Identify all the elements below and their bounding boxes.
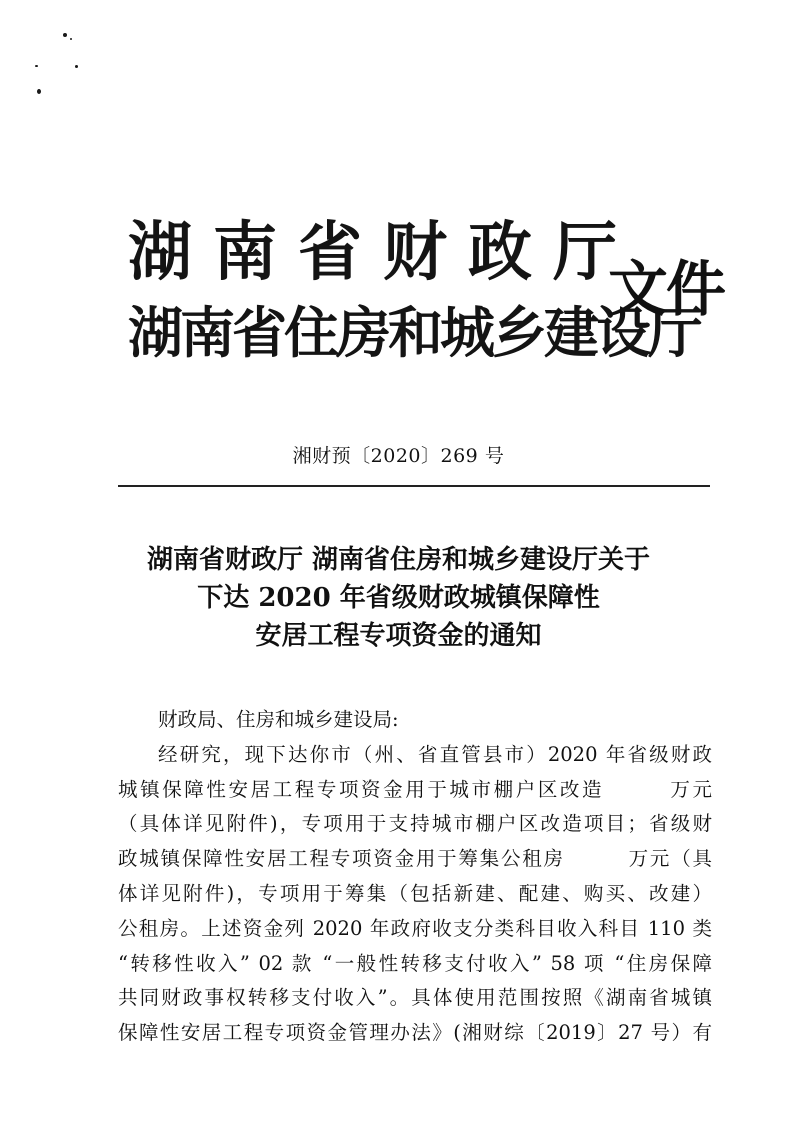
title-line-2: 下达 2020 年省级财政城镇保障性: [197, 583, 600, 613]
document-number: 湘财预〔2020〕269 号: [292, 445, 505, 467]
body-line: 保障性安居工程专项资金管理办法》(湘财综〔2019〕27 号）有: [118, 1021, 712, 1045]
document-body: [118, 703, 712, 1051]
title-line-1: 湖南省财政厅 湖南省住房和城乡建设厅关于: [146, 545, 651, 575]
body-line: 城镇保障性安居工程专项资金用于城市棚户区改造 万元: [118, 777, 712, 801]
body-line: “转移性收入” 02 款 “一般性转移支付收入” 58 项 “住房保障: [118, 951, 712, 975]
body-line: （具体详见附件)，专项用于支持城市棚户区改造项目；省级财: [118, 812, 712, 836]
doc-type-label: 文件: [608, 255, 724, 325]
issuing-org-1: 湖南省财政厅: [128, 215, 638, 290]
document-title: [0, 541, 797, 655]
salutation: 财政局、住房和城乡建设局:: [158, 708, 399, 731]
issuing-org-2: 湖南省住房和城乡建设厅: [128, 300, 701, 365]
body-line: 政城镇保障性安居工程专项资金用于筹集公租房 万元（具: [118, 847, 712, 871]
body-line: 经研究，现下达你市（州、省直管县市）2020 年省级财政: [158, 742, 712, 766]
body-line: 体详见附件)，专项用于筹集（包括新建、配建、购买、改建）: [118, 881, 712, 905]
body-line: 公租房。上述资金列 2020 年政府收支分类科目收入科目 110 类: [118, 916, 712, 940]
body-line: 共同财政事权转移支付收入”。具体使用范围按照《湖南省城镇: [118, 986, 712, 1010]
header-divider: [118, 485, 710, 487]
title-line-3: 安居工程专项资金的通知: [255, 621, 542, 651]
